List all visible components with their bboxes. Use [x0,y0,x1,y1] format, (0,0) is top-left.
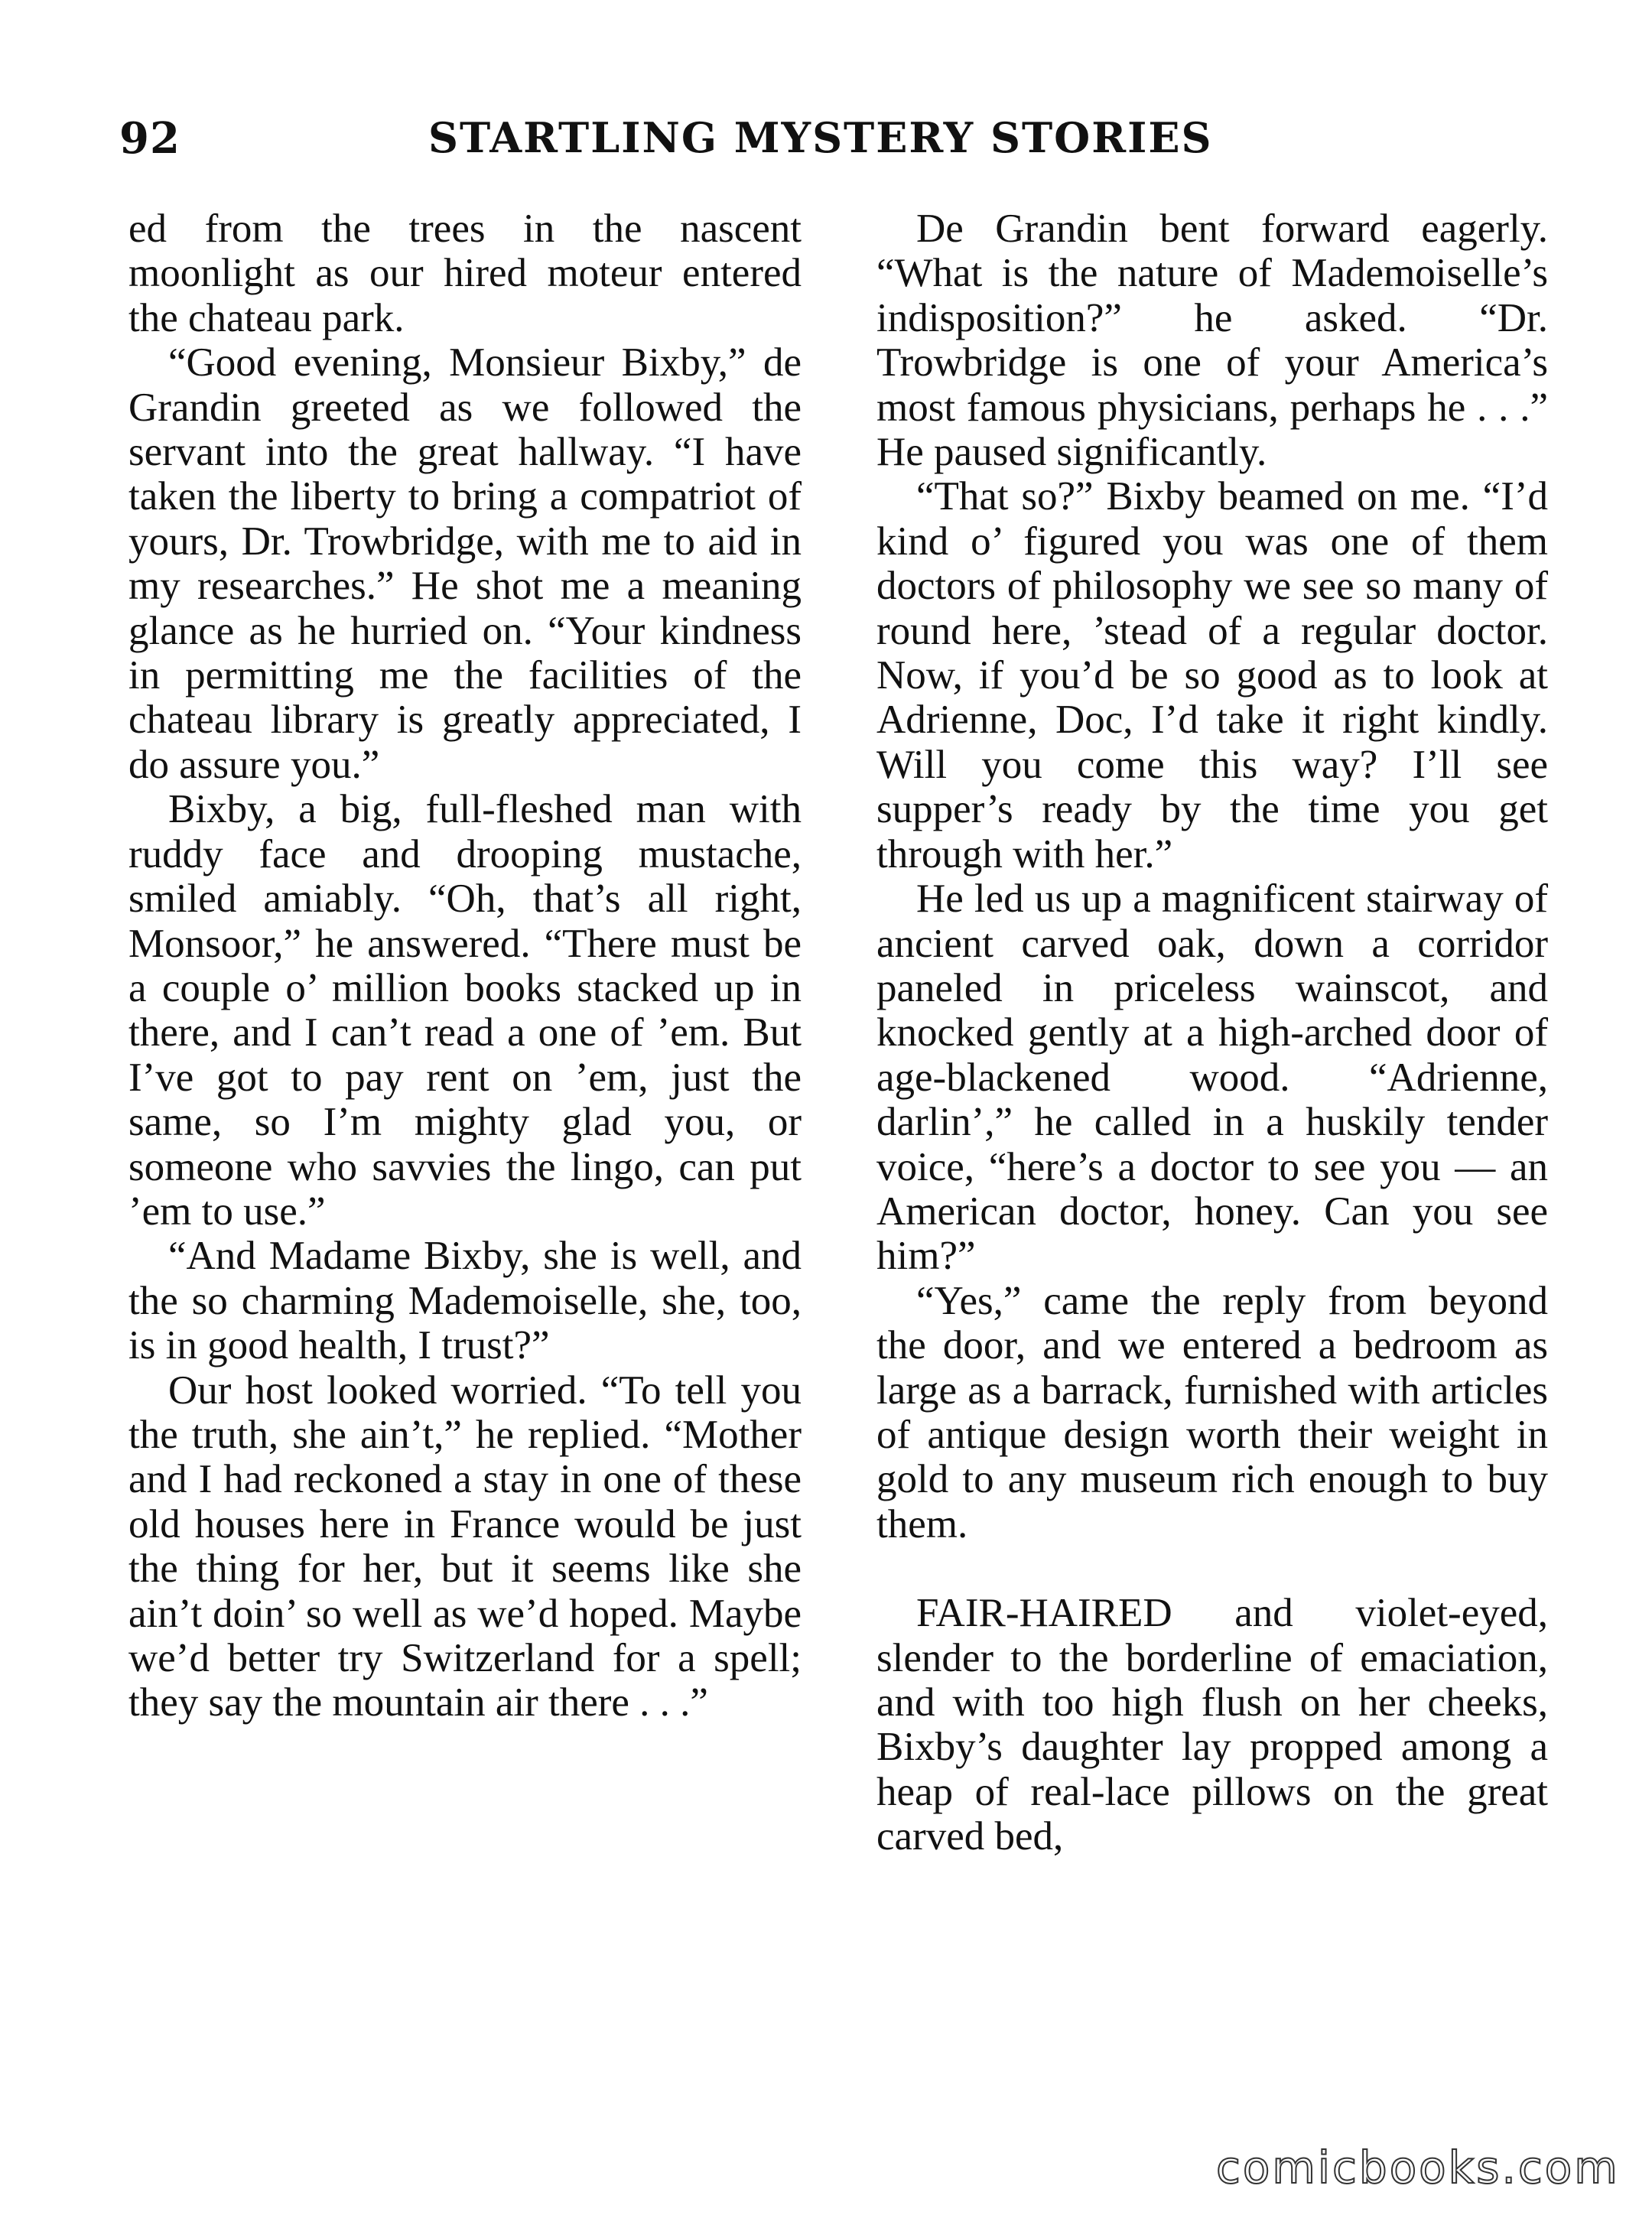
paragraph: “Good evening, Monsieur Bixby,” de Grandin greeted as we followed the servant into the great hallway. “I have taken the liberty to bring a compatriot of yours, Dr. Trowbridge, with me to aid in my researches.” He shot me a meaning glance as he hurried on. “Your kindness in permitting me the facilities of the chateau library is greatly appreciated, I do assure you.” [128,340,802,787]
section-break [876,1546,1548,1591]
paragraph: “And Madame Bixby, she is well, and the so charming Mademoiselle, she, too, is in good health, I trust?” [128,1234,802,1368]
page-number: 92 [119,113,180,164]
paragraph: FAIR-HAIRED and violet-eyed, slender to the borderline of emaciation, and with too high flush on her cheeks, Bixby’s daughter lay propped among a heap of real-lace pillows on the great carved bed, [876,1591,1548,1859]
paragraph: He led us up a magnificent stairway of ancient carved oak, down a corridor paneled in priceless wainscot, and knocked gently at a high-arched door of age-blackened wood. “Adrienne, darlin’,” he called in a huskily tender voice, “here’s a doctor to see you — an American doctor, honey. Can you see him?” [876,876,1548,1279]
paragraph: ed from the trees in the nascent moonlight as our hired moteur entered the chateau park. [128,207,802,340]
paragraph: Our host looked worried. “To tell you the truth, she ain’t,” he replied. “Mother and I had reckoned a stay in one of these old houses here in France would be just the thing for her, but it seems like she ain’t doin’ so well as we’d hoped. Maybe we’d better try Switzerland for a spell; they say the mountain air there . . .” [128,1368,802,1725]
running-title: STARTLING MYSTERY STORIES [428,113,1213,162]
left-column [128,207,802,1725]
right-column [876,207,1548,1859]
watermark: comicbooks.com [1216,2142,1620,2194]
paragraph: “That so?” Bixby beamed on me. “I’d kind o’ figured you was one of them doctors of philosophy we see so many of round here, ’stead of a regular doctor. Now, if you’d be so good as to look at Adrienne, Doc, I’d take it right kindly. Will you come this way? I’ll see supper’s ready by the time you get through with her.” [876,474,1548,876]
paragraph: Bixby, a big, full-fleshed man with ruddy face and drooping mustache, smiled amiably. “Oh, that’s all right, Monsoor,” he answered. “There must be a couple o’ million books stacked up in there, and I can’t read a one of ’em. But I’ve got to pay rent on ’em, just the same, so I’m mighty glad you, or someone who savvies the lingo, can put ’em to use.” [128,787,802,1234]
paragraph: De Grandin bent forward eagerly. “What is the nature of Mademoiselle’s indisposition?” he asked. “Dr. Trowbridge is one of your America’s most famous physicians, perhaps he . . .” He paused significantly. [876,207,1548,475]
paragraph: “Yes,” came the reply from beyond the door, and we entered a bedroom as large as a barrack, furnished with articles of antique design worth their weight in gold to any museum rich enough to buy them. [876,1278,1548,1546]
